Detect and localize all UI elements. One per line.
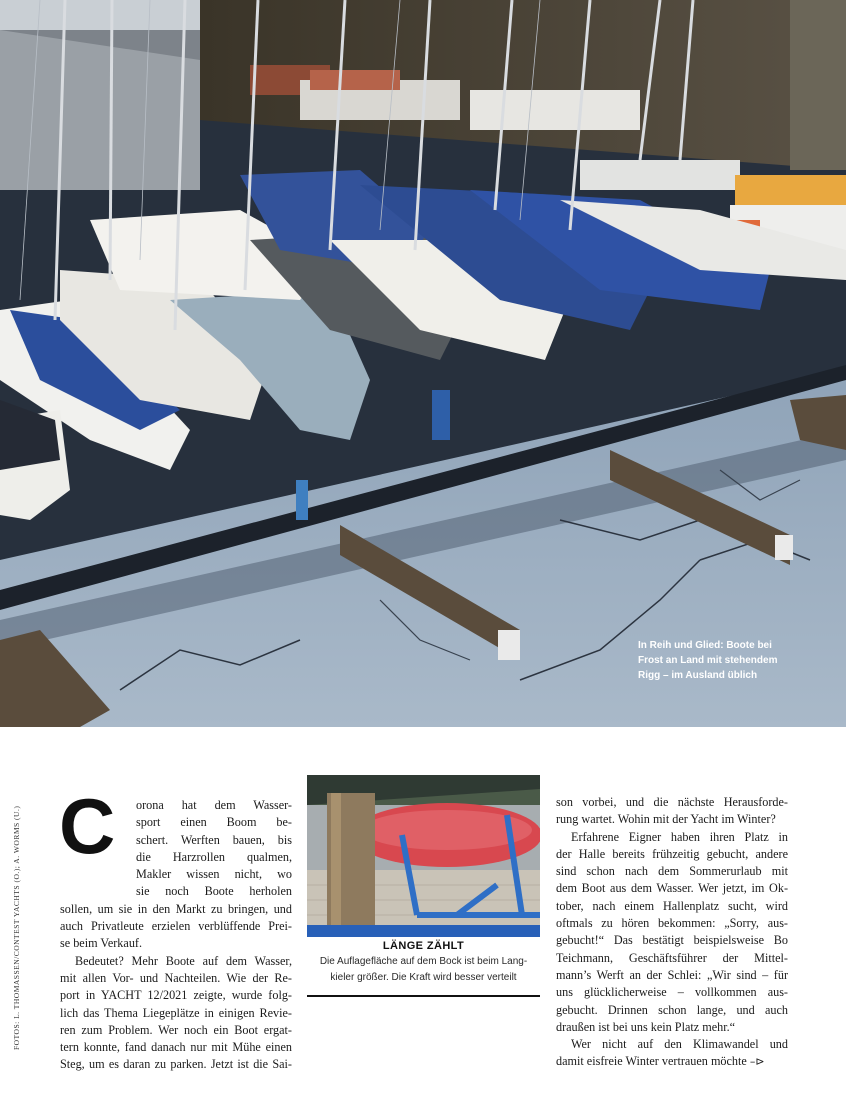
article-column-1 (60, 797, 292, 1074)
body-line: son vorbei, und die nächste Herausforde- (556, 795, 788, 809)
body-line: die Harzrollen qualmen, (136, 849, 292, 864)
body-line: Bedeutet? Mehr Boote auf dem Wasser, (75, 953, 292, 968)
body-line: Wer nicht auf den Klimawandel und (571, 1037, 788, 1052)
body-line: der Halle bereits frühzeitig gebucht, andere (556, 846, 788, 861)
inset-caption-line: kieler größer. Die Kraft wird besser verteilt (330, 972, 517, 983)
body-line: lich das Thema Liegeplätze in einigen Revie- (60, 1005, 292, 1020)
body-line: Steg, um es daran zu parken. Jetzt ist die Sai- (60, 1057, 292, 1072)
body-line: tern konnte, fand danach nur mit Mühe einen (60, 1040, 292, 1055)
photo-credit-text: FOTOS: L. THOMASSEN/CONTEST YACHTS (O.); A. WORMS (U.) (12, 805, 21, 1050)
body-line: ren zum Problem. Wer noch ein Boot ergat- (60, 1022, 292, 1037)
body-line: schert. Werften bauen, bis (136, 832, 292, 847)
body-line: port in YACHT 12/2021 zeigte, wurde folg- (60, 988, 292, 1003)
body-line: sollen, um sie in den Markt zu bringen, und (60, 901, 292, 916)
body-line: uns glücklicherweise – vollkommen aus- (556, 985, 788, 1000)
body-line: draußen ist bei uns kein Platz mehr.“ (556, 1019, 736, 1034)
body-line: tober, nach einem Hallenplatz sucht, wird (556, 898, 788, 913)
body-line: mann’s Werft an der Schlei: „Wir sind – für (556, 967, 788, 982)
body-line: oftmals zu hören bekommen: „Sorry, aus- (556, 916, 788, 931)
inset-title: LÄNGE ZÄHLT (382, 940, 465, 952)
hero-caption-line: Rigg – im Ausland üblich (638, 670, 758, 681)
body-line: Erfahrene Eigner haben ihren Platz in (571, 829, 788, 844)
body-line: se beim Verkauf. (60, 936, 143, 951)
continue-arrow-icon: –⊳ (749, 1055, 765, 1069)
hero-caption-line: Frost an Land mit stehendem (638, 655, 778, 666)
article-column-2 (556, 794, 788, 1071)
keel-on-cradle-illustration (307, 775, 540, 937)
photo-credit (12, 790, 26, 1050)
body-line: auch Privatleute erzielen verblüffende Prei- (60, 919, 292, 934)
body-line (556, 1053, 788, 1070)
body-line: Teichmann, Geschäftsführer der Mittel- (556, 950, 788, 965)
body-line: mit allen Vor- und Nachteilen. Wie der Re- (60, 970, 292, 985)
body-line: Makler wissen nicht, wo (136, 867, 292, 882)
body-line: sie noch Boote herholen (136, 884, 292, 899)
body-line: dem Boot aus dem Wasser. Wer jetzt, im Ok- (556, 881, 788, 896)
inset-photo (307, 775, 540, 937)
body-line: sport einen Boom be- (136, 815, 292, 830)
hero-caption (638, 638, 808, 683)
body-line: orona hat dem Wasser- (136, 798, 292, 812)
body-line: rung wartet. Wohin mit der Yacht im Winter? (556, 812, 776, 827)
hero-caption-line: In Reih und Glied: Boote bei (638, 640, 772, 651)
body-line: sind schon nach dem Sommerurlaub mit (556, 864, 788, 879)
body-line: gebucht!“ Das bestätigt beispielsweise Bo (556, 933, 788, 948)
inset-caption (307, 954, 540, 986)
drop-cap: C (59, 782, 116, 870)
body-line: gebucht. Drinnen schon lange, und auch (556, 1002, 788, 1017)
inset-caption-line: Die Auflagefläche auf dem Bock ist beim Lang- (319, 956, 528, 967)
inset-rule (307, 995, 540, 997)
body-line-text: damit eisfreie Winter vertrauen möchte (556, 1054, 747, 1069)
